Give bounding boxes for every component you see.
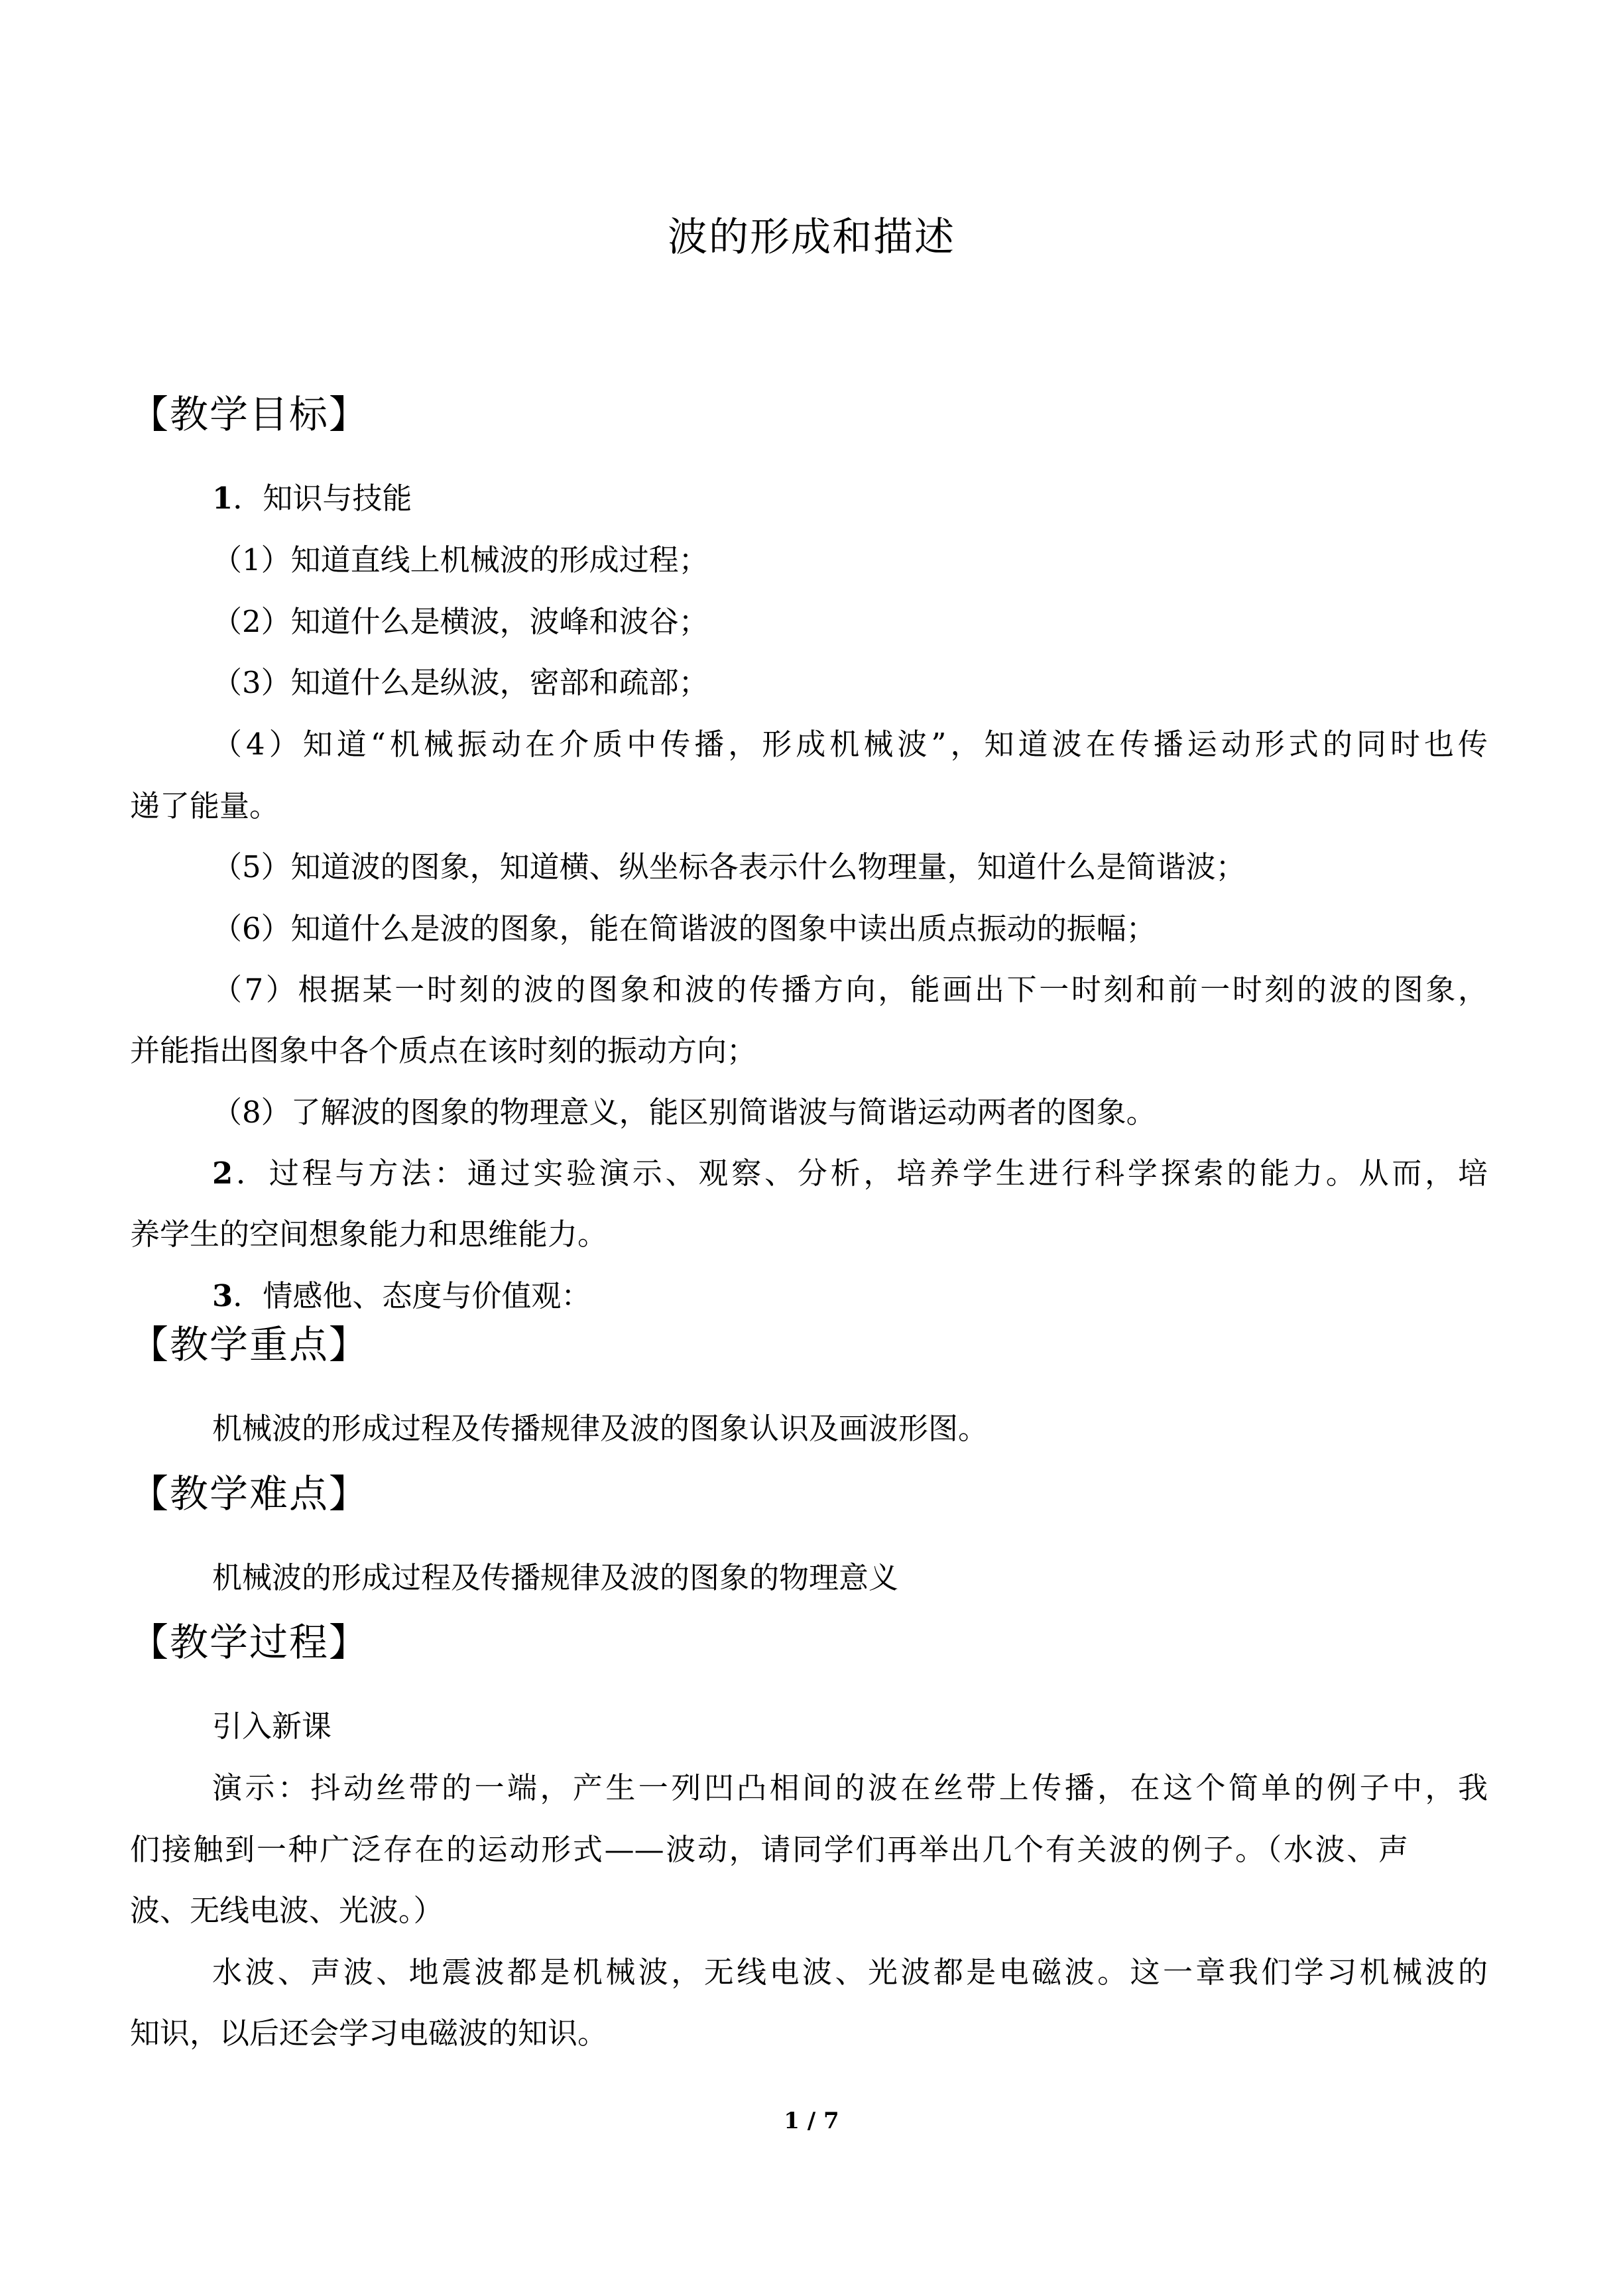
process-para-line-1: 水波、声波、地震波都是机械波，无线电波、光波都是电磁波。这一章我们学习机械波的: [212, 1955, 1488, 1990]
objective-item-1: [212, 479, 412, 518]
process-demo-line-1: 演示：抖动丝带的一端，产生一列凹凸相间的波在丝带上传播，在这个简单的例子中，我: [212, 1770, 1488, 1805]
item-number: 1: [212, 481, 233, 516]
objective-sub-4-line-1: （4）知道“机械振动在介质中传播，形成机械波”，知道波在传播运动形式的同时也传: [212, 727, 1488, 762]
objective-item-3: [212, 1276, 591, 1316]
objective-sub-5: （5）知道波的图象，知道横、纵坐标各表示什么物理量，知道什么是简谐波；: [212, 849, 1246, 884]
page-number: 1 / 7: [784, 2108, 839, 2134]
item-number: 2: [212, 1156, 233, 1191]
item-text: ．情感他、态度与价值观：: [233, 1278, 591, 1313]
process-para-line-2: 知识，以后还会学习电磁波的知识。: [130, 2016, 608, 2051]
process-demo-line-2: 们接触到一种广泛存在的运动形式——波动，请同学们再举出几个有关波的例子。（水波、声: [130, 1832, 1408, 1867]
item-number: 3: [212, 1278, 233, 1313]
process-intro: 引入新课: [212, 1709, 332, 1744]
process-demo-line-3: 波、无线电波、光波。）: [130, 1893, 444, 1928]
heading-process: 【教学过程】: [130, 1620, 369, 1665]
objective-sub-6: （6）知道什么是波的图象，能在简谐波的图象中读出质点振动的振幅；: [212, 911, 1156, 946]
objective-sub-3: （3）知道什么是纵波，密部和疏部；: [212, 665, 709, 700]
objective-sub-4-line-2: 递了能量。: [130, 788, 280, 823]
objective-item-2-line-1: [212, 1154, 1488, 1193]
item-text: ．知识与技能: [233, 481, 412, 516]
objective-sub-8: （8）了解波的图象的物理意义，能区别简谐波与简谐运动两者的图象。: [212, 1095, 1156, 1130]
heading-objectives: 【教学目标】: [130, 392, 369, 437]
objective-sub-7-line-2: 并能指出图象中各个质点在该时刻的振动方向；: [130, 1033, 757, 1068]
key-points-text: 机械波的形成过程及传播规律及波的图象认识及画波形图。: [212, 1411, 989, 1446]
objective-item-2-line-2: 养学生的空间想象能力和思维能力。: [130, 1217, 608, 1252]
difficulties-text: 机械波的形成过程及传播规律及波的图象的物理意义: [212, 1560, 899, 1595]
objective-sub-1: （1）知道直线上机械波的形成过程；: [212, 542, 709, 577]
heading-key-points: 【教学重点】: [130, 1322, 369, 1367]
page-title: 波的形成和描述: [668, 214, 955, 261]
objective-sub-7-line-1: （7）根据某一时刻的波的图象和波的传播方向，能画出下一时刻和前一时刻的波的图象，: [212, 972, 1488, 1007]
heading-difficulties: 【教学难点】: [130, 1471, 369, 1516]
item-text: ．过程与方法：通过实验演示、观察、分析，培养学生进行科学探索的能力。从而，培: [233, 1156, 1488, 1191]
objective-sub-2: （2）知道什么是横波，波峰和波谷；: [212, 604, 709, 639]
